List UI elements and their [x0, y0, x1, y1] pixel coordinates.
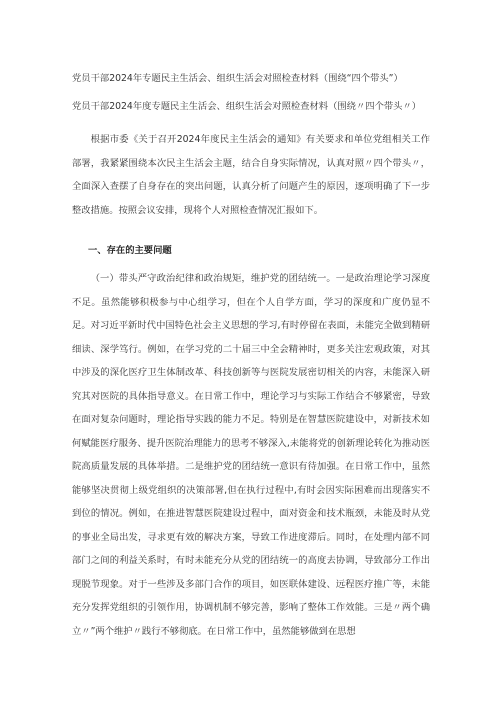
section-heading: 一、存在的主要问题: [88, 245, 172, 256]
intro-block: [72, 128, 430, 222]
intro-paragraph: 根据市委《关于召开2024年度民主生活会的通知》有关要求和单位党组相关工作部署，我紧紧围绕本次民主生活会主题，结合自身实际情况，认真对照〃四个带头〃，全面深入查摆了自身存在的突出问题，认真分析了问题产生的原因，逐项明确了下一步整改措施。按照会议安排，现将个人对照检查情况汇报如下。: [72, 134, 430, 216]
document-title-line-1: 党员干部2024年专题民主生活会、组织生活会对照检查材料（围绕“四个带头”）: [72, 73, 403, 84]
section-1-block: [72, 267, 430, 643]
section-1-paragraph: （一）带头严守政治纪律和政治规矩，维护党的团结统一。一是政治理论学习深度不足。虽然能够积极参与中心组学习，但在个人自学方面，学习的深度和广度仍显不足。对习近平新时代中国特色社会主义思想的学习,有时停留在表面，未能完全做到精研细读、深学笃行。例如，在学习党的二十届三中全会精神时，更多关注宏观政策，对其中涉及的深化医疗卫生体制改革、科技创新等与医院发展密切相关的内容，未能深入研究其对医院的具体指导意义。在日常工作中，理论学习与实际工作结合不够紧密，导致在面对复杂问题时，理论指导实践的能力不足。特别是在智慧医院建设中，对新技术如何赋能医疗服务、提升医院治理能力的思考不够深入,未能将党的创新理论转化为推动医院高质量发展的具体举措。二是维护党的团结统一意识有待加强。在日常工作中，虽然能够坚决贯彻上级党组织的决策部署,但在执行过程中,有时会因实际困难而出现落实不到位的情况。例如，在推进智慧医院建设过程中，面对资金和技术瓶颈，未能及时从党的事业全局出发，寻求更有效的解决方案，导致工作进度滞后。同时，在处理内部不同部门之间的利益关系时，有时未能充分从党的团结统一的高度去协调，导致部分工作出现脱节现象。对于一些涉及多部门合作的项目，如医联体建设、远程医疗推广等，未能充分发挥党组织的引领作用，协调机制不够完善，影响了整体工作效能。三是〃两个确立〃”两个维护〃践行不够彻底。在日常工作中，虽然能够做到在思想: [72, 273, 430, 637]
document-title-line-2: 党员干部2024年度专题民主生活会、组织生活会对照检查材料（围绕〃四个带头〃）: [72, 101, 422, 112]
